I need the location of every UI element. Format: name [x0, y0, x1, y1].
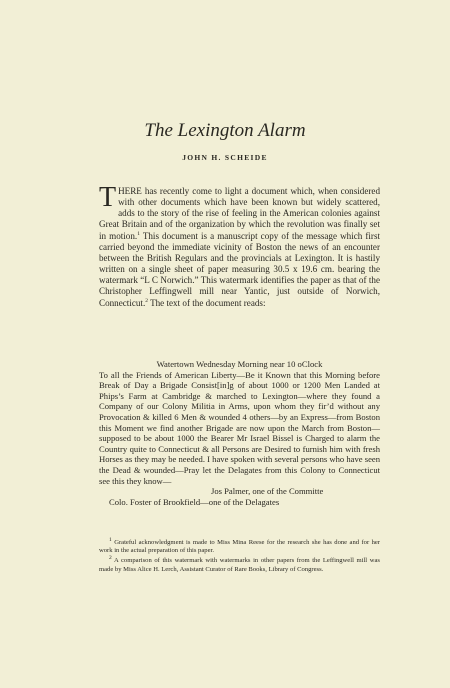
intro-paragraph: [99, 182, 381, 309]
article-title: The Lexington Alarm: [144, 120, 306, 141]
footnote-1: [99, 536, 380, 555]
letter-heading: Watertown Wednesday Morning near 10 oClock: [156, 359, 323, 369]
footnote-text-1: Grateful acknowledgment is made to Miss Mina Reese for the research she has done and for her work in the actual preparation of this paper.: [99, 539, 380, 555]
intro-text-tail: The text of the document reads:: [147, 297, 266, 308]
intro-text-head: HERE has recently come to light a document which, when considered with other documents which have been known but widely scattered, adds to the story of the rise of feeling in the American colonies against Great Britain and of the organization by which the revolution was finally set in motion.: [99, 186, 380, 241]
footnotes: [99, 536, 380, 576]
letter-quote: [99, 359, 380, 507]
letter-signature-1: Jos Palmer, one of the Committe: [211, 486, 324, 497]
footnote-ref-2[interactable]: 2: [145, 297, 148, 304]
intro-text-mid: This document is a manuscript copy of the message which first carried beyond the immediate vicinity of Boston the news of an encounter between the British Regulars and the provincials at Lexington. It is hastily written on a single sheet of paper measuring 30.5 x 19.6 cm. bearing the watermark “L C Norwich.” This watermark identifies the paper as that of the Christopher Leffingwell mill near Yantic, just outside of Norwich, Connecticut.: [99, 230, 381, 308]
footnote-text-2: A comparison of this watermark with watermarks in other papers from the Leffingwell mill was made by Miss Alice H. Lerch, Assistant Curator of Rare Books, Library of Congress.: [99, 557, 380, 573]
footnote-ref-1[interactable]: 1: [137, 230, 140, 237]
footnote-2: [99, 557, 380, 573]
letter-signature-2: Colo. Foster of Brookfield—one of the Delagates: [109, 496, 280, 507]
drop-cap: T: [99, 182, 117, 213]
footnote-mark-1: 1: [109, 536, 112, 543]
letter-text: To all the Friends of American Liberty—Be it Known that this Morning before Break of Day a Brigade Consist[in]g of about 1000 or 1200 Men Landed at Phips’s Farm at Cambridge & marched to Lexington—where they found a Company of our Colony Militia in Arms, upon whom they fir’d without any Provocation & killed 6 Men & wounded 4 others—by an Express—from Boston this Moment we find another Brigade are now upon the March from Boston—supposed to be about 1000 the Bearer Mr Israel Bissel is Charged to alarm the Country quite to Connecticut & all Persons are Desired to furnish him with fresh Horses as they may be needed. I have spoken with several persons who have seen the Dead & wounded—Pray let the Delagates from this Colony to Connecticut see this they know—: [99, 369, 380, 486]
article-author: JOHN H. SCHEIDE: [182, 153, 268, 162]
footnote-mark-2: 2: [109, 555, 112, 562]
